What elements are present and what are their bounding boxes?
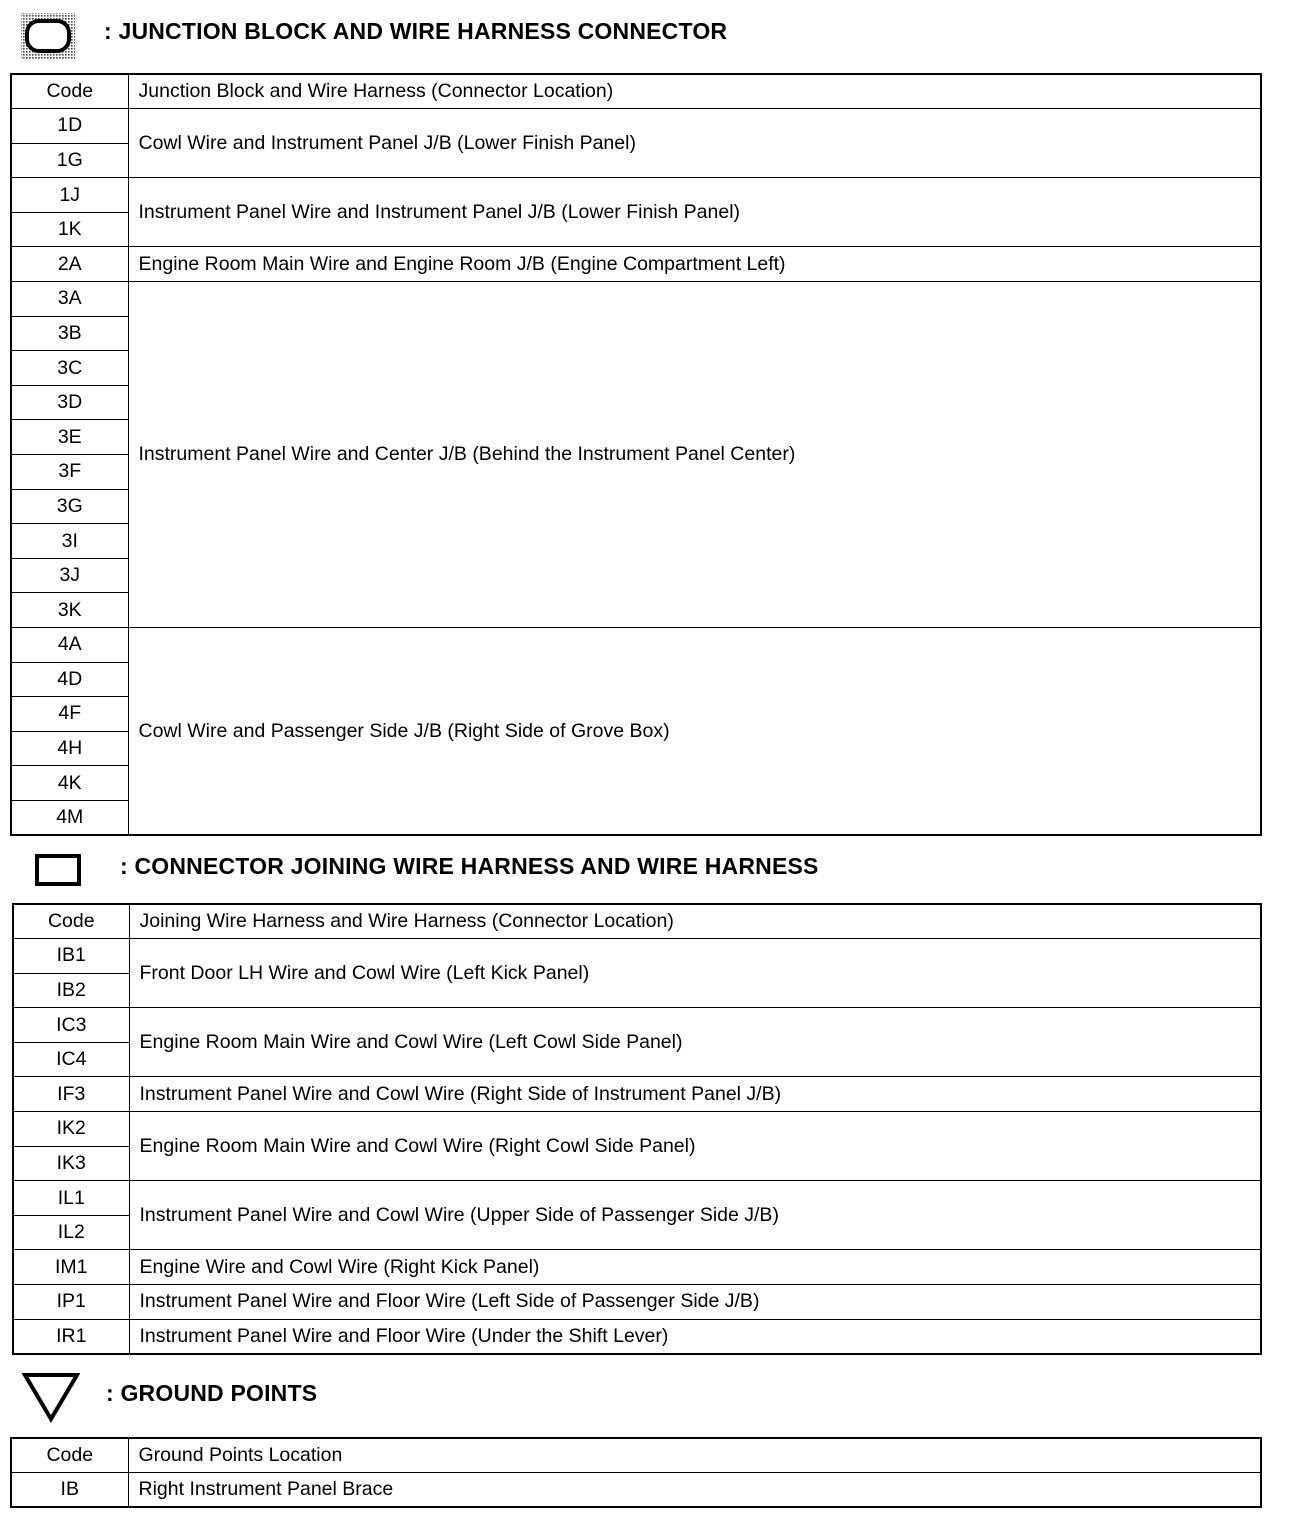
- code-cell: IB1: [13, 939, 129, 974]
- junction-block-table: [10, 73, 1262, 836]
- ground-points-table: [10, 1437, 1262, 1508]
- location-cell: Instrument Panel Wire and Floor Wire (Under the Shift Lever): [129, 1319, 1261, 1354]
- code-cell: IM1: [13, 1250, 129, 1285]
- code-cell: IK2: [13, 1112, 129, 1147]
- connector-icon: [34, 853, 84, 894]
- location-cell: Engine Wire and Cowl Wire (Right Kick Panel): [129, 1250, 1261, 1285]
- code-cell: 3J: [11, 558, 128, 593]
- code-cell: IK3: [13, 1146, 129, 1181]
- table-header-row: [13, 904, 1261, 939]
- header-code: Code: [11, 74, 128, 109]
- section-title-junction-block: : JUNCTION BLOCK AND WIRE HARNESS CONNECTOR: [104, 18, 728, 44]
- location-cell: Instrument Panel Wire and Cowl Wire (Upper Side of Passenger Side J/B): [129, 1181, 1261, 1250]
- code-cell: 3D: [11, 385, 128, 420]
- code-cell: 4D: [11, 662, 128, 697]
- code-cell: IR1: [13, 1319, 129, 1354]
- location-cell: Instrument Panel Wire and Floor Wire (Left Side of Passenger Side J/B): [129, 1285, 1261, 1320]
- location-cell: Instrument Panel Wire and Instrument Panel J/B (Lower Finish Panel): [128, 178, 1261, 247]
- code-cell: 1J: [11, 178, 128, 213]
- location-cell: Cowl Wire and Passenger Side J/B (Right Side of Grove Box): [128, 628, 1261, 836]
- location-cell: Cowl Wire and Instrument Panel J/B (Lower Finish Panel): [128, 109, 1261, 178]
- table-row: [13, 1319, 1261, 1354]
- code-cell: IB: [11, 1473, 128, 1508]
- table-header-row: [11, 74, 1261, 109]
- section-title-ground-points: : GROUND POINTS: [106, 1380, 318, 1406]
- table-row: [11, 247, 1261, 282]
- table-row: [13, 1077, 1261, 1112]
- header-location: Ground Points Location: [128, 1438, 1261, 1473]
- code-cell: IF3: [13, 1077, 129, 1112]
- code-cell: 3A: [11, 282, 128, 317]
- code-cell: IC3: [13, 1008, 129, 1043]
- code-cell: 4F: [11, 697, 128, 732]
- code-cell: IL1: [13, 1181, 129, 1216]
- table-row: [13, 1112, 1261, 1147]
- code-cell: IL2: [13, 1215, 129, 1250]
- table-row: [13, 1008, 1261, 1043]
- code-cell: 4A: [11, 628, 128, 663]
- table-row: [11, 109, 1261, 144]
- code-cell: IP1: [13, 1285, 129, 1320]
- table-row: [13, 939, 1261, 974]
- code-cell: 2A: [11, 247, 128, 282]
- table-row: [11, 628, 1261, 663]
- connector-table: [12, 903, 1262, 1355]
- code-cell: 4K: [11, 766, 128, 801]
- code-cell: 3C: [11, 351, 128, 386]
- location-cell: Instrument Panel Wire and Cowl Wire (Right Side of Instrument Panel J/B): [129, 1077, 1261, 1112]
- location-cell: Right Instrument Panel Brace: [128, 1473, 1261, 1508]
- code-cell: 3E: [11, 420, 128, 455]
- section-title-connector: : CONNECTOR JOINING WIRE HARNESS AND WIRE HARNESS: [120, 853, 819, 879]
- code-cell: 3G: [11, 489, 128, 524]
- header-location: Junction Block and Wire Harness (Connector Location): [128, 74, 1261, 109]
- header-code: Code: [11, 1438, 128, 1473]
- code-cell: 1G: [11, 143, 128, 178]
- location-cell: Engine Room Main Wire and Cowl Wire (Right Cowl Side Panel): [129, 1112, 1261, 1181]
- junction-block-icon: [20, 12, 76, 65]
- location-cell: Instrument Panel Wire and Center J/B (Behind the Instrument Panel Center): [128, 282, 1261, 628]
- code-cell: 3I: [11, 524, 128, 559]
- code-cell: 3K: [11, 593, 128, 628]
- table-row: [11, 178, 1261, 213]
- header-location: Joining Wire Harness and Wire Harness (Connector Location): [129, 904, 1261, 939]
- location-cell: Engine Room Main Wire and Engine Room J/B (Engine Compartment Left): [128, 247, 1261, 282]
- code-cell: 1K: [11, 212, 128, 247]
- code-cell: IB2: [13, 973, 129, 1008]
- header-code: Code: [13, 904, 129, 939]
- code-cell: 4H: [11, 731, 128, 766]
- location-cell: Front Door LH Wire and Cowl Wire (Left Kick Panel): [129, 939, 1261, 1008]
- code-cell: 1D: [11, 109, 128, 144]
- code-cell: 3F: [11, 455, 128, 490]
- table-row: [11, 282, 1261, 317]
- code-cell: 4M: [11, 800, 128, 835]
- table-header-row: [11, 1438, 1261, 1473]
- location-cell: Engine Room Main Wire and Cowl Wire (Left Cowl Side Panel): [129, 1008, 1261, 1077]
- table-row: [13, 1285, 1261, 1320]
- code-cell: 3B: [11, 316, 128, 351]
- ground-point-icon: [22, 1372, 80, 1429]
- table-row: [11, 1473, 1261, 1508]
- table-row: [13, 1250, 1261, 1285]
- table-row: [13, 1181, 1261, 1216]
- code-cell: IC4: [13, 1042, 129, 1077]
